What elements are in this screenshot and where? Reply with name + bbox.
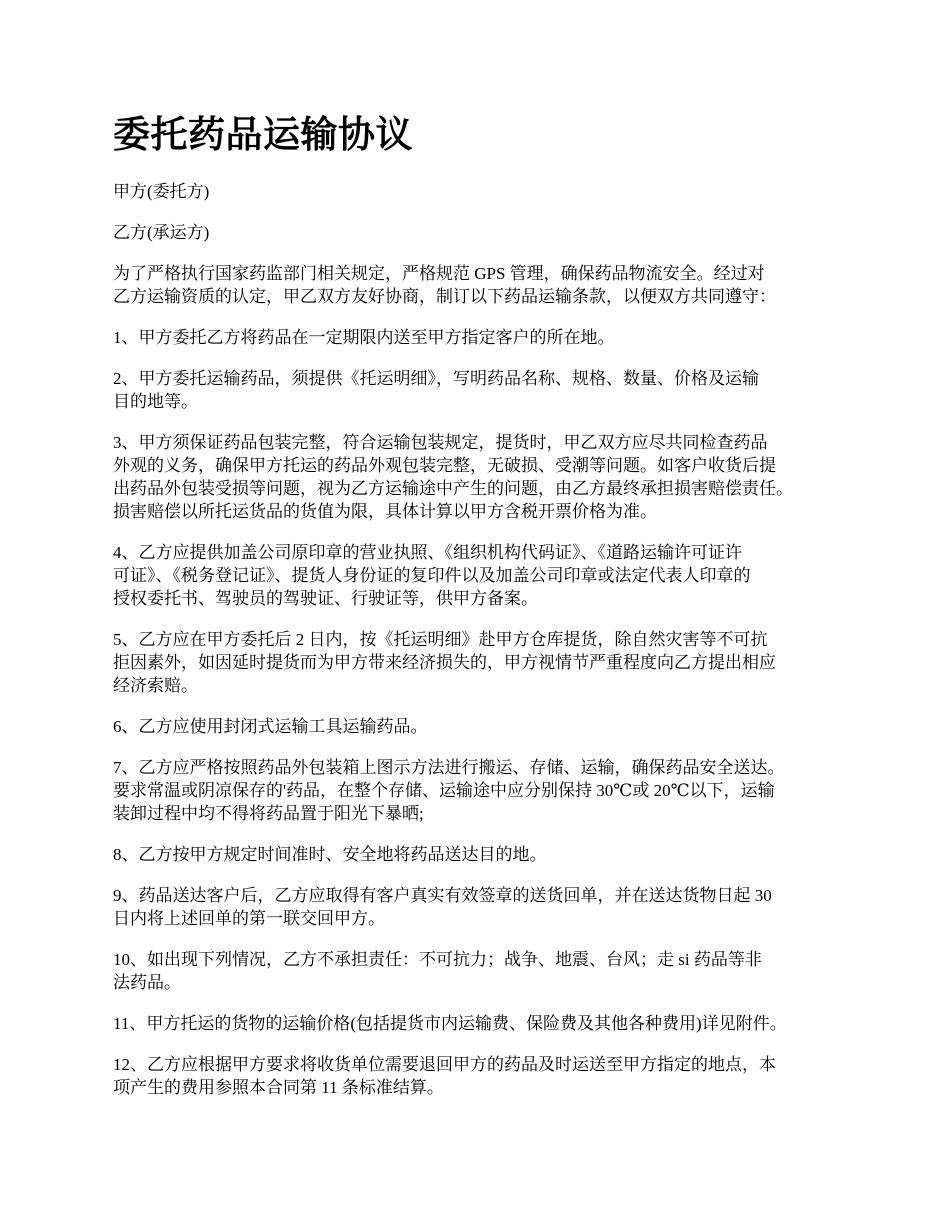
paragraph-line: 日内将上述回单的第一联交回甲方。	[113, 909, 385, 928]
paragraph-line: 3、甲方须保证药品包装完整，符合运输包装规定，提货时，甲乙双方应尽共同检查药品	[113, 433, 768, 452]
paragraph-line: 1、甲方委托乙方将药品在一定期限内送至甲方指定客户的所在地。	[113, 328, 615, 347]
paragraph	[113, 843, 853, 866]
paragraph-line: 甲方(委托方)	[113, 182, 210, 201]
paragraph-line: 7、乙方应严格按照药品外包装箱上图示方法进行搬运、存储、运输，确保药品安全送达。	[113, 758, 785, 777]
paragraph-line: 授权委托书、驾驶员的驾驶证、行驶证等，供甲方备案。	[113, 589, 538, 608]
paragraph	[113, 628, 853, 697]
paragraph-line: 目的地等。	[113, 392, 198, 411]
document-page	[113, 112, 853, 1117]
paragraph	[113, 262, 853, 308]
paragraph	[113, 884, 853, 930]
paragraph-line: 乙方运输资质的认定，甲乙双方友好协商，制订以下药品运输条款，以便双方共同遵守：	[113, 287, 776, 306]
paragraph	[113, 180, 853, 203]
paragraph-line: 8、乙方按甲方规定时间准时、安全地将药品送达目的地。	[113, 845, 547, 864]
paragraph-line: 6、乙方应使用封闭式运输工具运输药品。	[113, 717, 428, 736]
paragraph	[113, 541, 853, 610]
paragraph	[113, 756, 853, 825]
paragraph	[113, 221, 853, 244]
paragraph-line: 10、如出现下列情况，乙方不承担责任：不可抗力；战争、地震、台风；走 si 药品等非	[113, 950, 762, 969]
paragraph-line: 损害赔偿以所托运货品的货值为限，具体计算以甲方含税开票价格为准。	[113, 502, 657, 521]
document-title: 委托药品运输协议	[113, 115, 413, 156]
paragraph-line: 外观的义务，确保甲方托运的药品外观包装完整，无破损、受潮等问题。如客户收货后提	[113, 456, 776, 475]
paragraph-line: 5、乙方应在甲方委托后 2 日内，按《托运明细》赴甲方仓库提货，除自然灾害等不可抗	[113, 630, 768, 649]
paragraph-line: 乙方(承运方)	[113, 223, 210, 242]
paragraph-line: 装卸过程中均不得将药品置于阳光下暴晒;	[113, 804, 424, 823]
paragraph	[113, 948, 853, 994]
paragraph	[113, 367, 853, 413]
paragraph-line: 可证》、《税务登记证》、提货人身份证的复印件以及加盖公司印章或法定代表人印章的	[113, 566, 751, 585]
paragraph-line: 经济索赔。	[113, 676, 198, 695]
paragraph-line: 出药品外包装受损等问题，视为乙方运输途中产生的问题，由乙方最终承担损害赔偿责任。	[113, 479, 793, 498]
paragraph	[113, 1053, 853, 1099]
paragraph	[113, 1012, 853, 1035]
paragraph-line: 2、甲方委托运输药品，须提供《托运明细》，写明药品名称、规格、数量、价格及运输	[113, 369, 759, 388]
paragraph	[113, 715, 853, 738]
paragraph-line: 4、乙方应提供加盖公司原印章的营业执照、《组织机构代码证》、《道路运输许可证许	[113, 543, 742, 562]
document-body	[113, 180, 853, 1099]
paragraph-line: 拒因素外，如因延时提货而为甲方带来经济损失的，甲方视情节严重程度向乙方提出相应	[113, 653, 776, 672]
paragraph-line: 9、药品送达客户后，乙方应取得有客户真实有效签章的送货回单，并在送达货物日起 30	[113, 886, 772, 905]
paragraph-line: 11、甲方托运的货物的运输价格(包括提货市内运输费、保险费及其他各种费用)详见附件。	[113, 1014, 787, 1033]
paragraph-line: 项产生的费用参照本合同第 11 条标准结算。	[113, 1078, 444, 1097]
paragraph-line: 法药品。	[113, 973, 181, 992]
paragraph	[113, 326, 853, 349]
paragraph	[113, 431, 853, 523]
paragraph-line: 为了严格执行国家药监部门相关规定，严格规范 GPS 管理，确保药品物流安全。经过对	[113, 264, 765, 283]
paragraph-line: 12、乙方应根据甲方要求将收货单位需要退回甲方的药品及时运送至甲方指定的地点，本	[113, 1055, 776, 1074]
paragraph-line: 要求常温或阴凉保存的'药品，在整个存储、运输途中应分别保持 30℃或 20℃以下，运输	[113, 781, 775, 800]
